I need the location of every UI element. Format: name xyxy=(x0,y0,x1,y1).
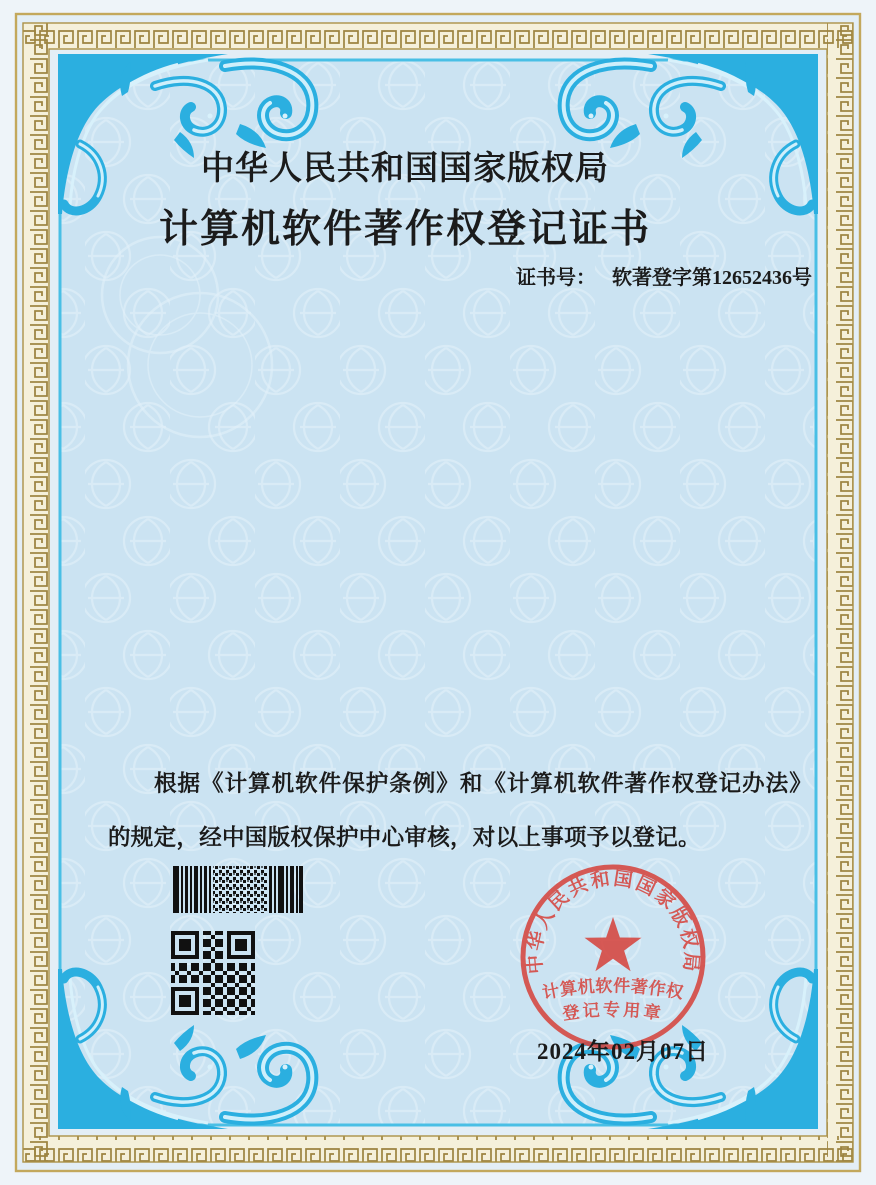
svg-text:计算机软件著作权 xyxy=(541,975,686,1002)
certificate-title: 计算机软件著作权登记证书 xyxy=(158,208,651,251)
svg-text:登记专用章 xyxy=(560,1000,665,1024)
seal-text-line1: 计算机软件著作权 xyxy=(540,976,686,1003)
barcode xyxy=(173,866,303,913)
certificate-number-label: 证书号： xyxy=(516,267,596,289)
seal-star-icon xyxy=(585,917,642,971)
qr-code xyxy=(171,931,255,1015)
seal-text-line2: 登记专用章 xyxy=(561,1000,665,1024)
certificate-number-value: 软著登字第12652436号 xyxy=(612,267,812,289)
official-seal xyxy=(513,857,713,1057)
seal-ring-text: 中华人民共和国国家版权局 xyxy=(524,868,702,975)
issue-date: 2024年02月07日 xyxy=(537,1039,709,1064)
issuing-authority-title: 中华人民共和国国家版权局 xyxy=(201,151,609,187)
certificate-number-line xyxy=(440,261,812,290)
registration-statement: 根据《计算机软件保护条例》和《计算机软件著作权登记办法》的规定，经中国版权保护中心审核，对以上事项予以登记。 xyxy=(108,771,812,850)
